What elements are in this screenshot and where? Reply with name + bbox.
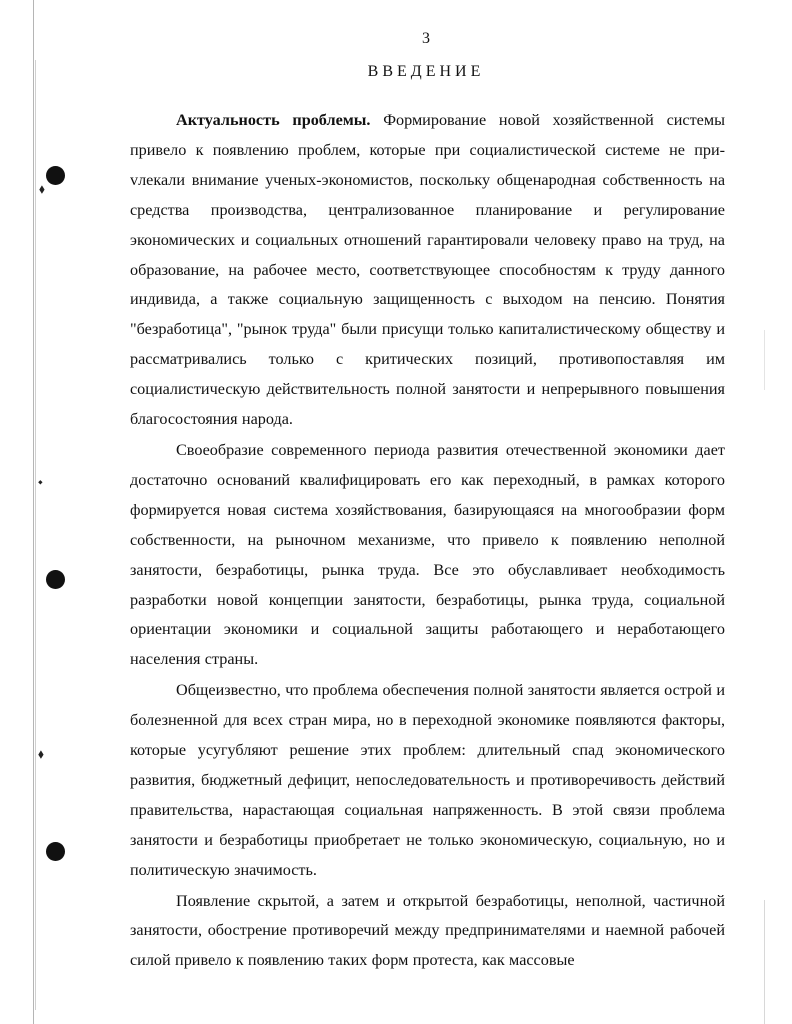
scan-edge-line xyxy=(764,900,765,1024)
document-body xyxy=(130,106,725,976)
section-lead: Актуальность проблемы. xyxy=(176,111,371,129)
scan-edge-line xyxy=(33,0,34,1024)
scan-speck: ⬩ xyxy=(38,475,43,490)
punch-hole xyxy=(46,570,65,589)
paragraph: Появление скрытой, а затем и открытой безработицы, неполной, частичной занятости, обострение противоречий между предпринимателями и наемной рабочей силой привело к появлению таких форм протеста, как массовые xyxy=(130,891,725,970)
scan-speck: ⬧ xyxy=(39,182,45,197)
punch-hole xyxy=(46,166,65,185)
scan-speck: ⬧ xyxy=(38,747,44,762)
page-title: ВВЕДЕНИЕ xyxy=(367,63,485,80)
paragraph-text: Формирование новой хозяйственной системы привело к появлению проблем, которые при социалистической системе не приvлекали внимание ученых-экономистов, поскольку общенародная собственность на средства производства, централизованное планирование и регулирование экономических и социальных отношений гарантировали человеку право на труд, на образование, на рабочее место, соответствующее способностям к труду данного индивида, а также социальную защищенность с выходом на пенсию. Понятия "безработица", "рынок труда" были присущи только капиталистическому обществу и рассматривались только с критических позиций, противопоставляя им социалистическую действительность полной занятости и непрерывного повышения благосостояния народа. xyxy=(130,111,725,429)
scan-edge-line xyxy=(764,330,765,390)
scan-edge-line xyxy=(35,60,36,1010)
punch-hole xyxy=(46,842,65,861)
page-number: 3 xyxy=(422,30,430,47)
paragraph xyxy=(130,106,725,435)
paragraph: Общеизвестно, что проблема обеспечения полной занятости является острой и болезненной для всех стран мира, но в переходной экономике появляются факторы, которые усугубляют решение этих проблем: длительный спад экономического развития, бюджетный дефицит, непоследовательность и противоречивость действий правительства, нарастающая социальная напряженность. В этой связи проблема занятости и безработицы приобретает не только экономическую, социальную, но и политическую значимость. xyxy=(130,681,725,879)
paragraph: Своеобразие современного периода развития отечественной экономики дает достаточно оснований квалифицировать его как переходный, в рамках которого формируется новая система хозяйствования, базирующаяся на многообразии форм собственности, на рыночном механизме, что привело к появлению неполной занятости, безработицы, рынка труда. Все это обуславливает необходимость разработки новой концепции занятости, безработицы, рынка труда, социальной ориентации экономики и социальной защиты работающего и неработающего населения страны. xyxy=(130,440,725,669)
